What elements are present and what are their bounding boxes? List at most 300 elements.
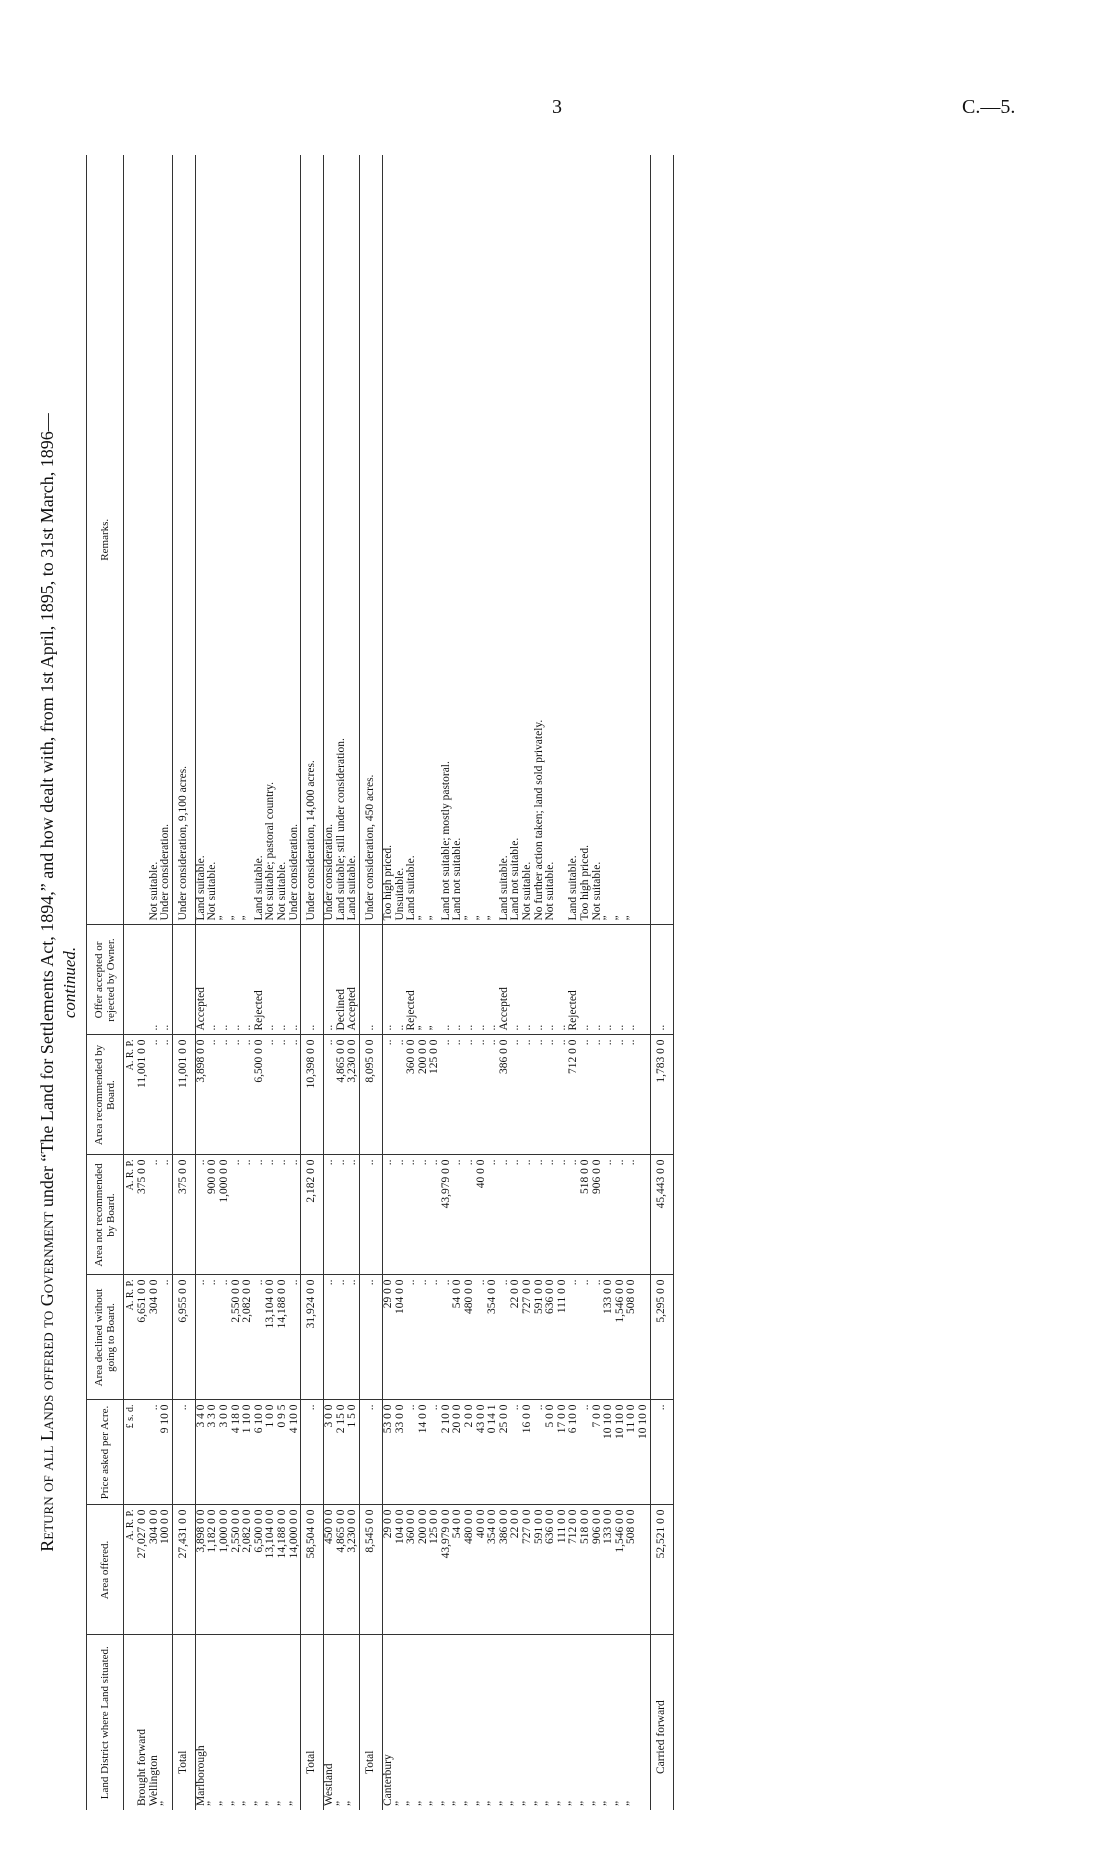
owner-cell: .. <box>650 925 673 1035</box>
price-cell: .. <box>534 1400 546 1505</box>
not-recommended-cell: .. <box>149 1155 161 1275</box>
owner-cell: .. <box>382 925 394 1035</box>
declined-cell: 14,188 0 0 <box>277 1275 289 1400</box>
header-offered: Area offered. <box>87 1505 124 1635</box>
total-row <box>650 155 673 1810</box>
district-cell: ” <box>252 1800 265 1806</box>
rotated-table-area <box>28 155 1038 1810</box>
offered-cell: 27,027 0 0 <box>137 1505 149 1635</box>
price-cell: 53 0 0 <box>382 1400 394 1505</box>
table-row <box>592 155 604 1810</box>
price-cell: 20 0 0 <box>452 1400 464 1505</box>
recommended-cell: .. <box>441 1035 453 1155</box>
not-recommended-cell: .. <box>336 1155 348 1275</box>
district-cell: ” <box>439 1800 452 1806</box>
remarks-cell: Too high priced. <box>580 155 592 925</box>
owner-cell: .. <box>626 925 638 1035</box>
price-cell: 2 10 0 <box>441 1400 453 1505</box>
recommended-cell: 360 0 0 <box>406 1035 418 1155</box>
declined-cell: 591 0 0 <box>534 1275 546 1400</box>
total-row <box>172 155 195 1810</box>
offered-cell: 450 0 0 <box>324 1505 336 1635</box>
units-not-recommended: A. R. P. <box>124 1155 138 1275</box>
table-row <box>395 155 407 1810</box>
owner-cell: Accepted <box>347 925 359 1035</box>
not-recommended-cell: 375 0 0 <box>172 1155 195 1275</box>
owner-cell: .. <box>441 925 453 1035</box>
offered-cell: 14,000 0 0 <box>289 1505 301 1635</box>
remarks-cell: ” <box>231 155 243 925</box>
recommended-cell: .. <box>219 1035 231 1155</box>
declined-cell: 508 0 0 <box>626 1275 638 1400</box>
owner-cell: .. <box>615 925 627 1035</box>
offered-cell: 29 0 0 <box>382 1505 394 1635</box>
offered-cell: 508 0 0 <box>626 1505 638 1635</box>
table-row <box>510 155 522 1810</box>
not-recommended-cell: .. <box>510 1155 522 1275</box>
remarks-cell: ” <box>242 155 254 925</box>
offered-cell: 43,979 0 0 <box>441 1505 453 1635</box>
offered-cell: 54 0 0 <box>452 1505 464 1635</box>
units-owner-empty <box>124 925 138 1035</box>
declined-cell: 636 0 0 <box>545 1275 557 1400</box>
header-district: Land District where Land situated. <box>87 1635 124 1810</box>
remarks-cell: Land suitable. <box>347 155 359 925</box>
remarks-cell: ” <box>219 155 231 925</box>
offered-cell: 14,188 0 0 <box>277 1505 289 1635</box>
owner-cell: ” <box>418 925 430 1035</box>
offered-cell <box>638 1505 650 1635</box>
owner-cell: .. <box>395 925 407 1035</box>
table-row <box>615 155 627 1810</box>
remarks-cell: Land not suitable; mostly pastoral. <box>441 155 453 925</box>
remarks-cell: ” <box>418 155 430 925</box>
remarks-cell <box>638 155 650 925</box>
price-cell: 1 0 0 <box>265 1400 277 1505</box>
offered-cell: 480 0 0 <box>464 1505 476 1635</box>
remarks-cell: Not suitable. <box>277 155 289 925</box>
owner-cell: .. <box>324 925 336 1035</box>
price-cell: 16 0 0 <box>522 1400 534 1505</box>
owner-cell: .. <box>464 925 476 1035</box>
recommended-cell: .. <box>476 1035 488 1155</box>
table-row <box>626 155 638 1810</box>
header-recommended: Area recommended by Board. <box>87 1035 124 1155</box>
offered-cell: 2,550 0 0 <box>231 1505 243 1635</box>
district-cell: ” <box>264 1800 277 1806</box>
remarks-cell: Land suitable. <box>195 155 207 925</box>
owner-cell: .. <box>487 925 499 1035</box>
recommended-cell: .. <box>231 1035 243 1155</box>
declined-cell: .. <box>406 1275 418 1400</box>
district-cell: ” <box>451 1800 464 1806</box>
offered-cell: 386 0 0 <box>499 1505 511 1635</box>
owner-cell: ” <box>429 925 441 1035</box>
district-cell: Canterbury <box>381 1754 394 1806</box>
declined-cell: 480 0 0 <box>464 1275 476 1400</box>
offered-cell: 3,898 0 0 <box>195 1505 207 1635</box>
offered-cell: 1,182 0 0 <box>207 1505 219 1635</box>
owner-cell: .. <box>452 925 464 1035</box>
price-cell: .. <box>149 1400 161 1505</box>
declined-cell: 304 0 0 <box>149 1275 161 1400</box>
table-row <box>254 155 266 1810</box>
district-cell: ” <box>602 1800 615 1806</box>
owner-cell: .. <box>476 925 488 1035</box>
recommended-cell: .. <box>603 1035 615 1155</box>
price-cell: 4 10 0 <box>289 1400 301 1505</box>
not-recommended-cell: .. <box>395 1155 407 1275</box>
recommended-cell: .. <box>277 1035 289 1155</box>
price-cell: 4 18 0 <box>231 1400 243 1505</box>
declined-cell: 133 0 0 <box>603 1275 615 1400</box>
owner-cell <box>137 925 149 1035</box>
remarks-cell: Land suitable. <box>254 155 266 925</box>
title-rest: under “The Land for Settlements Act, 1894,” and how dealt with, from 1st April, 1895, to 31st March, 1896— <box>37 413 57 1212</box>
owner-cell: .. <box>231 925 243 1035</box>
district-cell: Wellington <box>147 1755 160 1806</box>
remarks-cell: Under consideration. <box>289 155 301 925</box>
recommended-cell: .. <box>149 1035 161 1155</box>
recommended-cell: .. <box>324 1035 336 1155</box>
total-row <box>359 155 382 1810</box>
not-recommended-cell: .. <box>545 1155 557 1275</box>
price-cell: .. <box>580 1400 592 1505</box>
owner-cell: .. <box>207 925 219 1035</box>
units-row <box>124 155 138 1810</box>
price-cell: .. <box>429 1400 441 1505</box>
price-cell: .. <box>650 1400 673 1505</box>
not-recommended-cell: .. <box>406 1155 418 1275</box>
table-row <box>324 155 336 1810</box>
table-row <box>242 155 254 1810</box>
declined-cell: 6,651 0 0 <box>137 1275 149 1400</box>
offered-cell: 2,082 0 0 <box>242 1505 254 1635</box>
table-row <box>160 155 172 1810</box>
district-cell: ” <box>287 1800 300 1806</box>
title-continued: continued. <box>60 946 79 1019</box>
remarks-cell: Not suitable. <box>545 155 557 925</box>
price-cell: 3 0 0 <box>219 1400 231 1505</box>
owner-cell: .. <box>557 925 569 1035</box>
units-recommended: A. R. P. <box>124 1035 138 1155</box>
district-cell: ” <box>229 1800 242 1806</box>
offered-cell: 1,000 0 0 <box>219 1505 231 1635</box>
offered-cell: 22 0 0 <box>510 1505 522 1635</box>
district-cell: ” <box>241 1800 254 1806</box>
header-owner: Offer accepted or rejected by Owner. <box>87 925 124 1035</box>
table-row <box>231 155 243 1810</box>
declined-cell: .. <box>568 1275 580 1400</box>
table-row <box>487 155 499 1810</box>
offered-cell: 518 0 0 <box>580 1505 592 1635</box>
remarks-cell: Under consideration, 450 acres. <box>359 155 382 925</box>
not-recommended-cell: .. <box>429 1155 441 1275</box>
table-row <box>452 155 464 1810</box>
declined-cell: .. <box>580 1275 592 1400</box>
price-cell <box>137 1400 149 1505</box>
remarks-cell: ” <box>464 155 476 925</box>
recommended-cell: 712 0 0 <box>568 1035 580 1155</box>
not-recommended-cell: 1,000 0 0 <box>219 1155 231 1275</box>
table-row <box>418 155 430 1810</box>
table-row <box>406 155 418 1810</box>
table-row <box>429 155 441 1810</box>
remarks-cell: Land suitable; still under consideration. <box>336 155 348 925</box>
district-cell: Total <box>172 1635 195 1810</box>
declined-cell: 6,955 0 0 <box>172 1275 195 1400</box>
not-recommended-cell <box>638 1155 650 1275</box>
table-row <box>219 155 231 1810</box>
recommended-cell: .. <box>626 1035 638 1155</box>
price-cell: 6 10 0 <box>254 1400 266 1505</box>
declined-cell: 2,082 0 0 <box>242 1275 254 1400</box>
price-cell: 5 0 0 <box>545 1400 557 1505</box>
owner-cell: .. <box>149 925 161 1035</box>
district-cell: ” <box>590 1800 603 1806</box>
declined-cell: .. <box>418 1275 430 1400</box>
district-cell: ” <box>532 1800 545 1806</box>
total-row <box>301 155 324 1810</box>
declined-cell: .. <box>336 1275 348 1400</box>
remarks-cell: Under consideration, 9,100 acres. <box>172 155 195 925</box>
table-row <box>557 155 569 1810</box>
price-cell: .. <box>172 1400 195 1505</box>
owner-cell: .. <box>359 925 382 1035</box>
recommended-cell: 1,783 0 0 <box>650 1035 673 1155</box>
district-cell: Total <box>301 1635 324 1810</box>
offered-cell: 8,545 0 0 <box>359 1505 382 1635</box>
recommended-cell: .. <box>464 1035 476 1155</box>
document-reference: C.—5. <box>962 96 1016 118</box>
declined-cell: 29 0 0 <box>382 1275 394 1400</box>
offered-cell: 13,104 0 0 <box>265 1505 277 1635</box>
remarks-cell: Under consideration. <box>160 155 172 925</box>
units-price: £ s. d. <box>124 1400 138 1505</box>
remarks-cell <box>137 155 149 925</box>
declined-cell: .. <box>324 1275 336 1400</box>
declined-cell: 354 0 0 <box>487 1275 499 1400</box>
recommended-cell: 10,398 0 0 <box>301 1035 324 1155</box>
recommended-cell: .. <box>522 1035 534 1155</box>
header-not-recommended: Area not recommended by Board. <box>87 1155 124 1275</box>
declined-cell: .. <box>195 1275 207 1400</box>
remarks-cell: Land not suitable. <box>452 155 464 925</box>
not-recommended-cell: 2,182 0 0 <box>301 1155 324 1275</box>
table-row <box>568 155 580 1810</box>
header-row <box>87 155 124 1810</box>
recommended-cell: 6,500 0 0 <box>254 1035 266 1155</box>
remarks-cell: Under consideration. <box>324 155 336 925</box>
price-cell: 1 5 0 <box>347 1400 359 1505</box>
not-recommended-cell: .. <box>522 1155 534 1275</box>
price-cell: 3 4 0 <box>195 1400 207 1505</box>
not-recommended-cell: .. <box>254 1155 266 1275</box>
owner-cell <box>638 925 650 1035</box>
owner-cell: .. <box>534 925 546 1035</box>
offered-cell: 133 0 0 <box>603 1505 615 1635</box>
recommended-cell: 11,001 0 0 <box>172 1035 195 1155</box>
recommended-cell: .. <box>452 1035 464 1155</box>
not-recommended-cell: .. <box>452 1155 464 1275</box>
price-cell: 1 10 0 <box>242 1400 254 1505</box>
owner-cell: .. <box>592 925 604 1035</box>
table-row <box>522 155 534 1810</box>
units-remarks-empty <box>124 155 138 925</box>
not-recommended-cell: .. <box>603 1155 615 1275</box>
district-cell: ” <box>567 1800 580 1806</box>
table-row <box>265 155 277 1810</box>
price-cell: 17 0 0 <box>557 1400 569 1505</box>
owner-cell: Accepted <box>499 925 511 1035</box>
declined-cell: .. <box>254 1275 266 1400</box>
header-price: Price asked per Acre. <box>87 1400 124 1505</box>
recommended-cell: 8,095 0 0 <box>359 1035 382 1155</box>
offered-cell: 104 0 0 <box>395 1505 407 1635</box>
not-recommended-cell: .. <box>195 1155 207 1275</box>
price-cell: .. <box>510 1400 522 1505</box>
offered-cell: 3,230 0 0 <box>347 1505 359 1635</box>
remarks-cell: Not suitable. <box>522 155 534 925</box>
not-recommended-cell: .. <box>277 1155 289 1275</box>
price-cell: 0 14 1 <box>487 1400 499 1505</box>
district-cell: ” <box>509 1800 522 1806</box>
not-recommended-cell: .. <box>231 1155 243 1275</box>
price-cell: 2 0 0 <box>464 1400 476 1505</box>
price-cell: 11 0 0 <box>626 1400 638 1505</box>
recommended-cell: .. <box>557 1035 569 1155</box>
remarks-cell: ” <box>487 155 499 925</box>
table-row <box>534 155 546 1810</box>
district-cell: ” <box>497 1800 510 1806</box>
not-recommended-cell: 900 0 0 <box>207 1155 219 1275</box>
remarks-cell: Land suitable. <box>499 155 511 925</box>
not-recommended-cell: .. <box>626 1155 638 1275</box>
price-cell: .. <box>406 1400 418 1505</box>
owner-cell: .. <box>522 925 534 1035</box>
header-declined: Area declined without going to Board. <box>87 1275 124 1400</box>
owner-cell: .. <box>580 925 592 1035</box>
declined-cell: 22 0 0 <box>510 1275 522 1400</box>
not-recommended-cell: .. <box>487 1155 499 1275</box>
offered-cell: 200 0 0 <box>418 1505 430 1635</box>
document-title <box>36 155 81 1810</box>
declined-cell: .. <box>289 1275 301 1400</box>
owner-cell: .. <box>242 925 254 1035</box>
district-cell: ” <box>275 1800 288 1806</box>
table-row <box>441 155 453 1810</box>
owner-cell: .. <box>219 925 231 1035</box>
district-cell: Brought forward <box>136 1729 148 1806</box>
table-row <box>137 155 149 1810</box>
recommended-cell: .. <box>265 1035 277 1155</box>
not-recommended-cell: .. <box>160 1155 172 1275</box>
declined-cell: 727 0 0 <box>522 1275 534 1400</box>
not-recommended-cell: .. <box>359 1155 382 1275</box>
recommended-cell: .. <box>242 1035 254 1155</box>
not-recommended-cell: .. <box>557 1155 569 1275</box>
declined-cell: 104 0 0 <box>395 1275 407 1400</box>
not-recommended-cell: 906 0 0 <box>592 1155 604 1275</box>
recommended-cell: 386 0 0 <box>499 1035 511 1155</box>
remarks-cell: Land suitable. <box>406 155 418 925</box>
owner-cell: Rejected <box>254 925 266 1035</box>
district-cell: ” <box>486 1800 499 1806</box>
district-cell: ” <box>463 1800 476 1806</box>
price-cell: 14 0 0 <box>418 1400 430 1505</box>
recommended-cell: .. <box>580 1035 592 1155</box>
offered-cell: 125 0 0 <box>429 1505 441 1635</box>
recommended-cell: 200 0 0 <box>418 1035 430 1155</box>
offered-cell: 27,431 0 0 <box>172 1505 195 1635</box>
declined-cell: 13,104 0 0 <box>265 1275 277 1400</box>
price-cell: 10 10 0 <box>615 1400 627 1505</box>
price-cell: 9 10 0 <box>160 1400 172 1505</box>
offered-cell: 40 0 0 <box>476 1505 488 1635</box>
not-recommended-cell: .. <box>382 1155 394 1275</box>
table-row <box>289 155 301 1810</box>
declined-cell: .. <box>429 1275 441 1400</box>
offered-cell: 727 0 0 <box>522 1505 534 1635</box>
price-cell: 10 10 0 <box>638 1400 650 1505</box>
offered-cell: 100 0 0 <box>160 1505 172 1635</box>
price-cell: .. <box>301 1400 324 1505</box>
declined-cell: 54 0 0 <box>452 1275 464 1400</box>
declined-cell: .. <box>347 1275 359 1400</box>
offered-cell: 360 0 0 <box>406 1505 418 1635</box>
offered-cell: 591 0 0 <box>534 1505 546 1635</box>
owner-cell: .. <box>160 925 172 1035</box>
recommended-cell: .. <box>289 1035 301 1155</box>
remarks-cell: Not suitable. <box>592 155 604 925</box>
remarks-cell: No further action taken; land sold privately. <box>534 155 546 925</box>
price-cell: 25 0 0 <box>499 1400 511 1505</box>
declined-cell: .. <box>592 1275 604 1400</box>
district-cell: ” <box>625 1800 638 1806</box>
declined-cell: .. <box>499 1275 511 1400</box>
recommended-cell: .. <box>534 1035 546 1155</box>
remarks-cell: Land suitable. <box>568 155 580 925</box>
page-number: 3 <box>552 96 562 118</box>
remarks-cell: Not suitable. <box>149 155 161 925</box>
not-recommended-cell: .. <box>324 1155 336 1275</box>
owner-cell: .. <box>289 925 301 1035</box>
offered-cell: 906 0 0 <box>592 1505 604 1635</box>
remarks-cell: ” <box>615 155 627 925</box>
price-cell: 2 15 0 <box>336 1400 348 1505</box>
table-row <box>149 155 161 1810</box>
price-cell: 3 0 0 <box>324 1400 336 1505</box>
offered-cell: 712 0 0 <box>568 1505 580 1635</box>
recommended-cell: .. <box>545 1035 557 1155</box>
not-recommended-cell: .. <box>499 1155 511 1275</box>
not-recommended-cell: 45,443 0 0 <box>650 1155 673 1275</box>
recommended-cell: .. <box>592 1035 604 1155</box>
not-recommended-cell: .. <box>347 1155 359 1275</box>
recommended-cell: .. <box>395 1035 407 1155</box>
declined-cell: 111 0 0 <box>557 1275 569 1400</box>
declined-cell: 5,295 0 0 <box>650 1275 673 1400</box>
table-row <box>464 155 476 1810</box>
district-cell: ” <box>393 1800 406 1806</box>
not-recommended-cell: .. <box>265 1155 277 1275</box>
owner-cell <box>172 925 195 1035</box>
declined-cell: 2,550 0 0 <box>231 1275 243 1400</box>
owner-cell: Declined <box>336 925 348 1035</box>
district-cell: ” <box>159 1800 172 1806</box>
recommended-cell: .. <box>615 1035 627 1155</box>
offered-cell: 52,521 0 0 <box>650 1505 673 1635</box>
